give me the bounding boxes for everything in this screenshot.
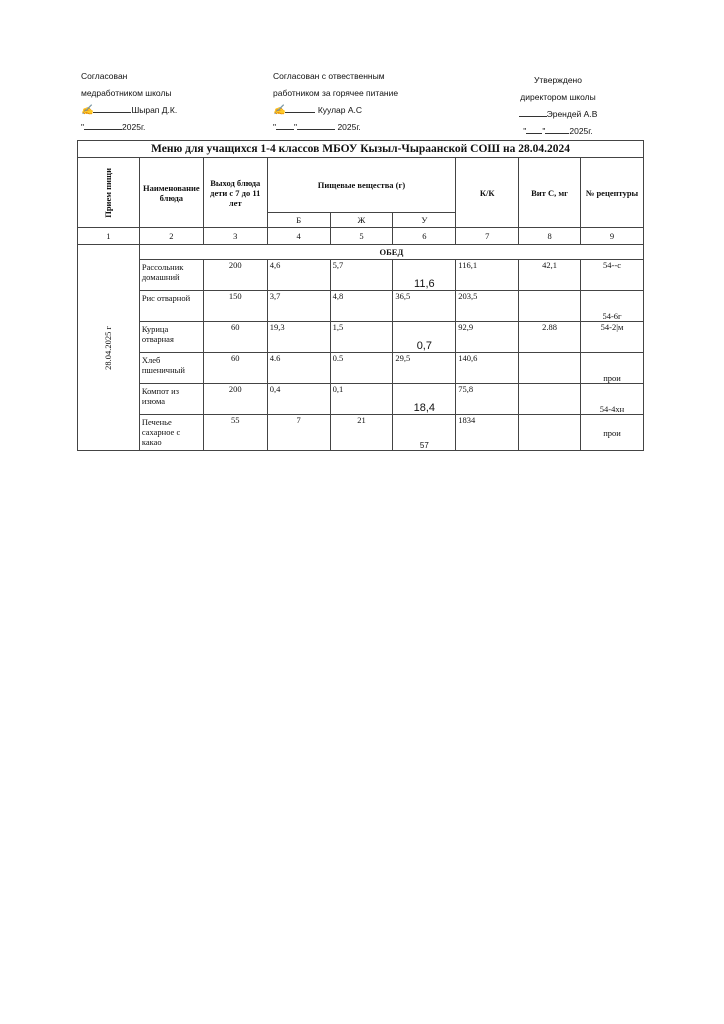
column-number: 5	[330, 228, 393, 245]
portion: 60	[203, 322, 267, 353]
protein: 7	[267, 415, 330, 451]
header-meal-time	[78, 158, 140, 228]
carbs: 36,5	[393, 291, 456, 322]
dish-name: Рассольник домашний	[139, 260, 203, 291]
header-recipe: № рецептуры	[581, 158, 644, 228]
signature-blank	[285, 103, 315, 113]
table-row	[78, 260, 644, 291]
table-header-row	[78, 158, 644, 213]
vit-c: 2.88	[519, 322, 581, 353]
subheader-carbs: У	[393, 213, 456, 228]
quote-mark: "	[273, 122, 277, 132]
approval-director-line1: Утверждено	[534, 75, 582, 85]
carbs: 11,6	[393, 260, 456, 291]
signature-medical: ✍	[81, 105, 94, 116]
table-row	[78, 415, 644, 451]
protein: 3,7	[267, 291, 330, 322]
column-number: 6	[393, 228, 456, 245]
header-dish-name: Наименование блюда	[139, 158, 203, 228]
header-kcal: К/К	[456, 158, 519, 228]
signature-blank	[519, 107, 547, 117]
portion: 60	[203, 353, 267, 384]
vit-c	[519, 384, 581, 415]
header-nutrients: Пищевые вещества (г)	[267, 158, 456, 213]
protein: 4.6	[267, 353, 330, 384]
header-vit-c: Вит С, мг	[519, 158, 581, 228]
date-cell	[78, 245, 140, 451]
date-label: 28.04.2025 г	[103, 325, 114, 370]
quote-mark: "	[81, 122, 85, 132]
carbs: 0,7	[393, 322, 456, 353]
column-number-row	[78, 228, 644, 245]
approval-medical-sign-line	[81, 102, 251, 119]
recipe: 54-6г	[581, 291, 644, 322]
carbs: 57	[393, 415, 456, 451]
approval-director-year: 2025г.	[569, 126, 593, 136]
meal-label: ОБЕД	[139, 245, 643, 260]
dish-name: Печенье сахарное с какао	[139, 415, 203, 451]
dish-name: Хлеб пшеничный	[139, 353, 203, 384]
approval-hot-meals	[273, 68, 473, 136]
subheader-protein: Б	[267, 213, 330, 228]
table-title: Меню для учащихся 1-4 классов МБОУ Кызыл-Чыраанской СОШ на 28.04.2024	[78, 141, 644, 158]
column-number: 1	[78, 228, 140, 245]
kcal: 203,5	[456, 291, 519, 322]
approval-medical-name: Шырап Д.К.	[131, 105, 178, 115]
signature-blank	[93, 103, 131, 113]
table-row	[78, 384, 644, 415]
recipe: прои	[581, 415, 644, 451]
fat: 5,7	[330, 260, 393, 291]
approval-director-sign-line	[478, 106, 638, 123]
approval-hot-meals-date-line	[273, 119, 473, 136]
protein: 0,4	[267, 384, 330, 415]
fat: 0,1	[330, 384, 393, 415]
quote-mark: "	[542, 126, 546, 136]
approval-medical-year: 2025г.	[122, 122, 146, 132]
dish-name: Курица отварная	[139, 322, 203, 353]
approval-director-name: Эрендей А.В	[546, 109, 598, 119]
approval-director	[478, 72, 638, 140]
quote-mark: "	[294, 122, 298, 132]
quote-mark: "	[523, 126, 527, 136]
recipe: прои	[581, 353, 644, 384]
vit-c	[519, 353, 581, 384]
dish-name: Компот из изюма	[139, 384, 203, 415]
column-number: 7	[456, 228, 519, 245]
portion: 150	[203, 291, 267, 322]
portion: 200	[203, 384, 267, 415]
header-meal-time-text: Прием пищи	[103, 167, 114, 218]
table-row	[78, 353, 644, 384]
fat: 0.5	[330, 353, 393, 384]
kcal: 1834	[456, 415, 519, 451]
kcal: 140,6	[456, 353, 519, 384]
column-number: 3	[203, 228, 267, 245]
approval-hot-meals-name: Куулар А.С	[317, 105, 363, 115]
table-title-row	[78, 141, 644, 158]
approval-medical-line1: Согласован	[81, 71, 128, 81]
signature-hot-meals: ✍	[273, 105, 286, 116]
portion: 200	[203, 260, 267, 291]
approval-hot-meals-line1: Согласован с отвественным	[273, 71, 385, 81]
meal-header-row	[78, 245, 644, 260]
protein: 19,3	[267, 322, 330, 353]
column-number: 4	[267, 228, 330, 245]
dish-name: Рис отварной	[139, 291, 203, 322]
fat: 1,5	[330, 322, 393, 353]
kcal: 116,1	[456, 260, 519, 291]
recipe: 54--с	[581, 260, 644, 291]
approval-medical-line2: медработником школы	[81, 88, 172, 98]
subheader-fat: Ж	[330, 213, 393, 228]
carbs: 29,5	[393, 353, 456, 384]
carbs: 18,4	[393, 384, 456, 415]
fat: 21	[330, 415, 393, 451]
vit-c: 42,1	[519, 260, 581, 291]
approval-medical-date-line	[81, 119, 251, 136]
column-number: 8	[519, 228, 581, 245]
approval-hot-meals-year: 2025г.	[337, 122, 361, 132]
recipe: 54-2|м	[581, 322, 644, 353]
menu-table	[77, 140, 644, 451]
day-blank	[276, 120, 294, 130]
column-number: 9	[581, 228, 644, 245]
month-blank	[297, 120, 335, 130]
month-blank	[545, 124, 569, 134]
date-blank	[84, 120, 122, 130]
day-blank	[526, 124, 542, 134]
recipe: 54-4хн	[581, 384, 644, 415]
vit-c	[519, 291, 581, 322]
fat: 4,8	[330, 291, 393, 322]
vit-c	[519, 415, 581, 451]
portion: 55	[203, 415, 267, 451]
protein: 4,6	[267, 260, 330, 291]
header-portion: Выход блюда дети с 7 до 11 лет	[203, 158, 267, 228]
column-number: 2	[139, 228, 203, 245]
table-row	[78, 291, 644, 322]
approval-director-date-line	[478, 123, 638, 140]
approval-hot-meals-line2: работником за горячее питание	[273, 88, 399, 98]
approval-medical	[81, 68, 251, 136]
table-row	[78, 322, 644, 353]
approval-director-line2: директором школы	[520, 92, 596, 102]
kcal: 92,9	[456, 322, 519, 353]
approval-hot-meals-sign-line	[273, 102, 473, 119]
kcal: 75,8	[456, 384, 519, 415]
